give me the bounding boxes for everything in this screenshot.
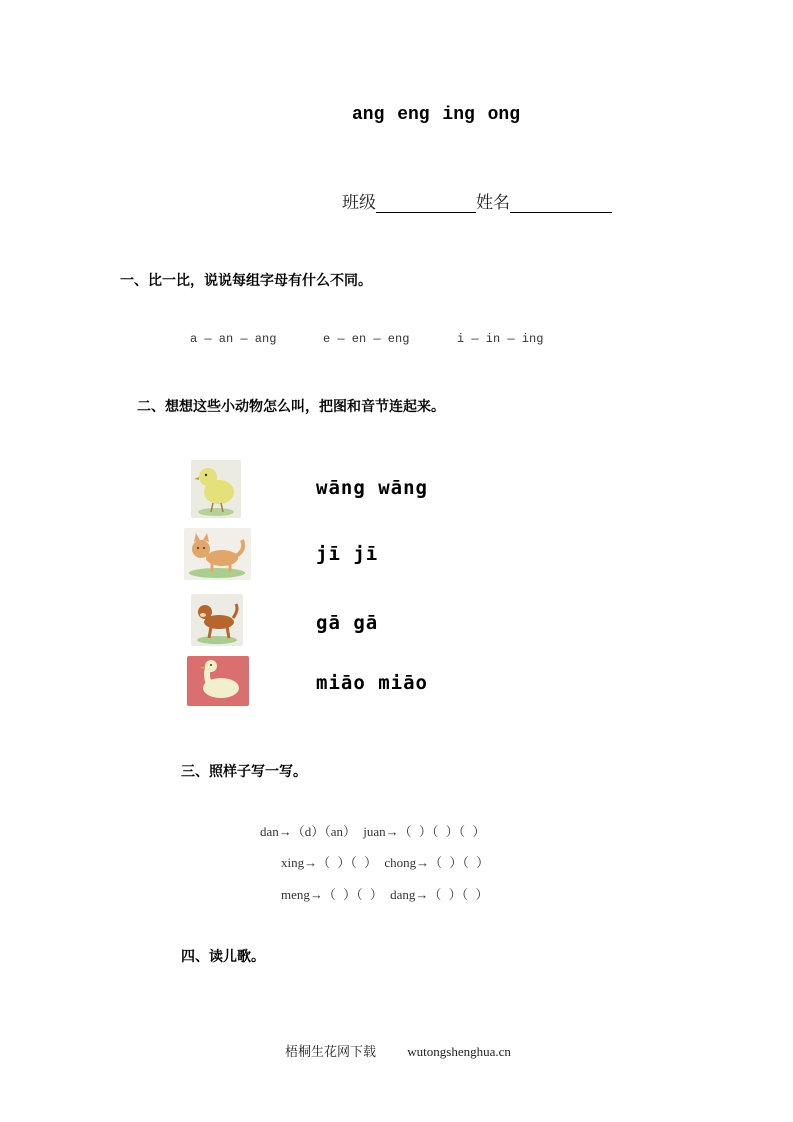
syllable-miao-miao[interactable]: miāo miāo [316, 672, 428, 694]
page-title: ang eng ing ong [352, 105, 521, 125]
cat-image [184, 528, 251, 580]
class-blank[interactable] [376, 192, 476, 213]
footer [285, 1041, 511, 1060]
compare-group-a: a — an — ang [190, 332, 277, 346]
duck-image [187, 656, 249, 706]
compare-group-i: i — in — ing [457, 332, 544, 346]
exercise-line-1[interactable]: dan→（d）（an） juan→（ ）（ ）（ ） [260, 824, 486, 839]
section-2-heading: 二、想想这些小动物怎么叫，把图和音节连起来。 [137, 399, 445, 415]
footer-site: wutongshenghua.cn [407, 1044, 511, 1059]
section-1-heading: 一、比一比，说说每组字母有什么不同。 [120, 273, 372, 289]
compare-group-e: e — en — eng [323, 332, 410, 346]
class-name-line [342, 188, 612, 213]
name-label: 姓名 [476, 193, 510, 213]
syllable-ga-ga[interactable]: gā gā [316, 612, 379, 634]
footer-text: 梧桐生花网下载 [285, 1044, 377, 1059]
section-3-heading: 三、照样子写一写。 [181, 764, 307, 780]
exercise-line-2[interactable]: xing→（ ）（ ） chong→（ ）（ ） [281, 855, 490, 870]
syllable-ji-ji[interactable]: jī jī [316, 543, 379, 565]
chick-image [191, 460, 241, 518]
section-4-heading: 四、读儿歌。 [181, 949, 265, 965]
name-blank[interactable] [510, 192, 612, 213]
exercise-line-3[interactable]: meng→（ ）（ ） dang→（ ）（ ） [281, 887, 489, 902]
syllable-wang-wang[interactable]: wāng wāng [316, 477, 428, 499]
dog-image [191, 594, 243, 646]
class-label: 班级 [342, 193, 376, 213]
